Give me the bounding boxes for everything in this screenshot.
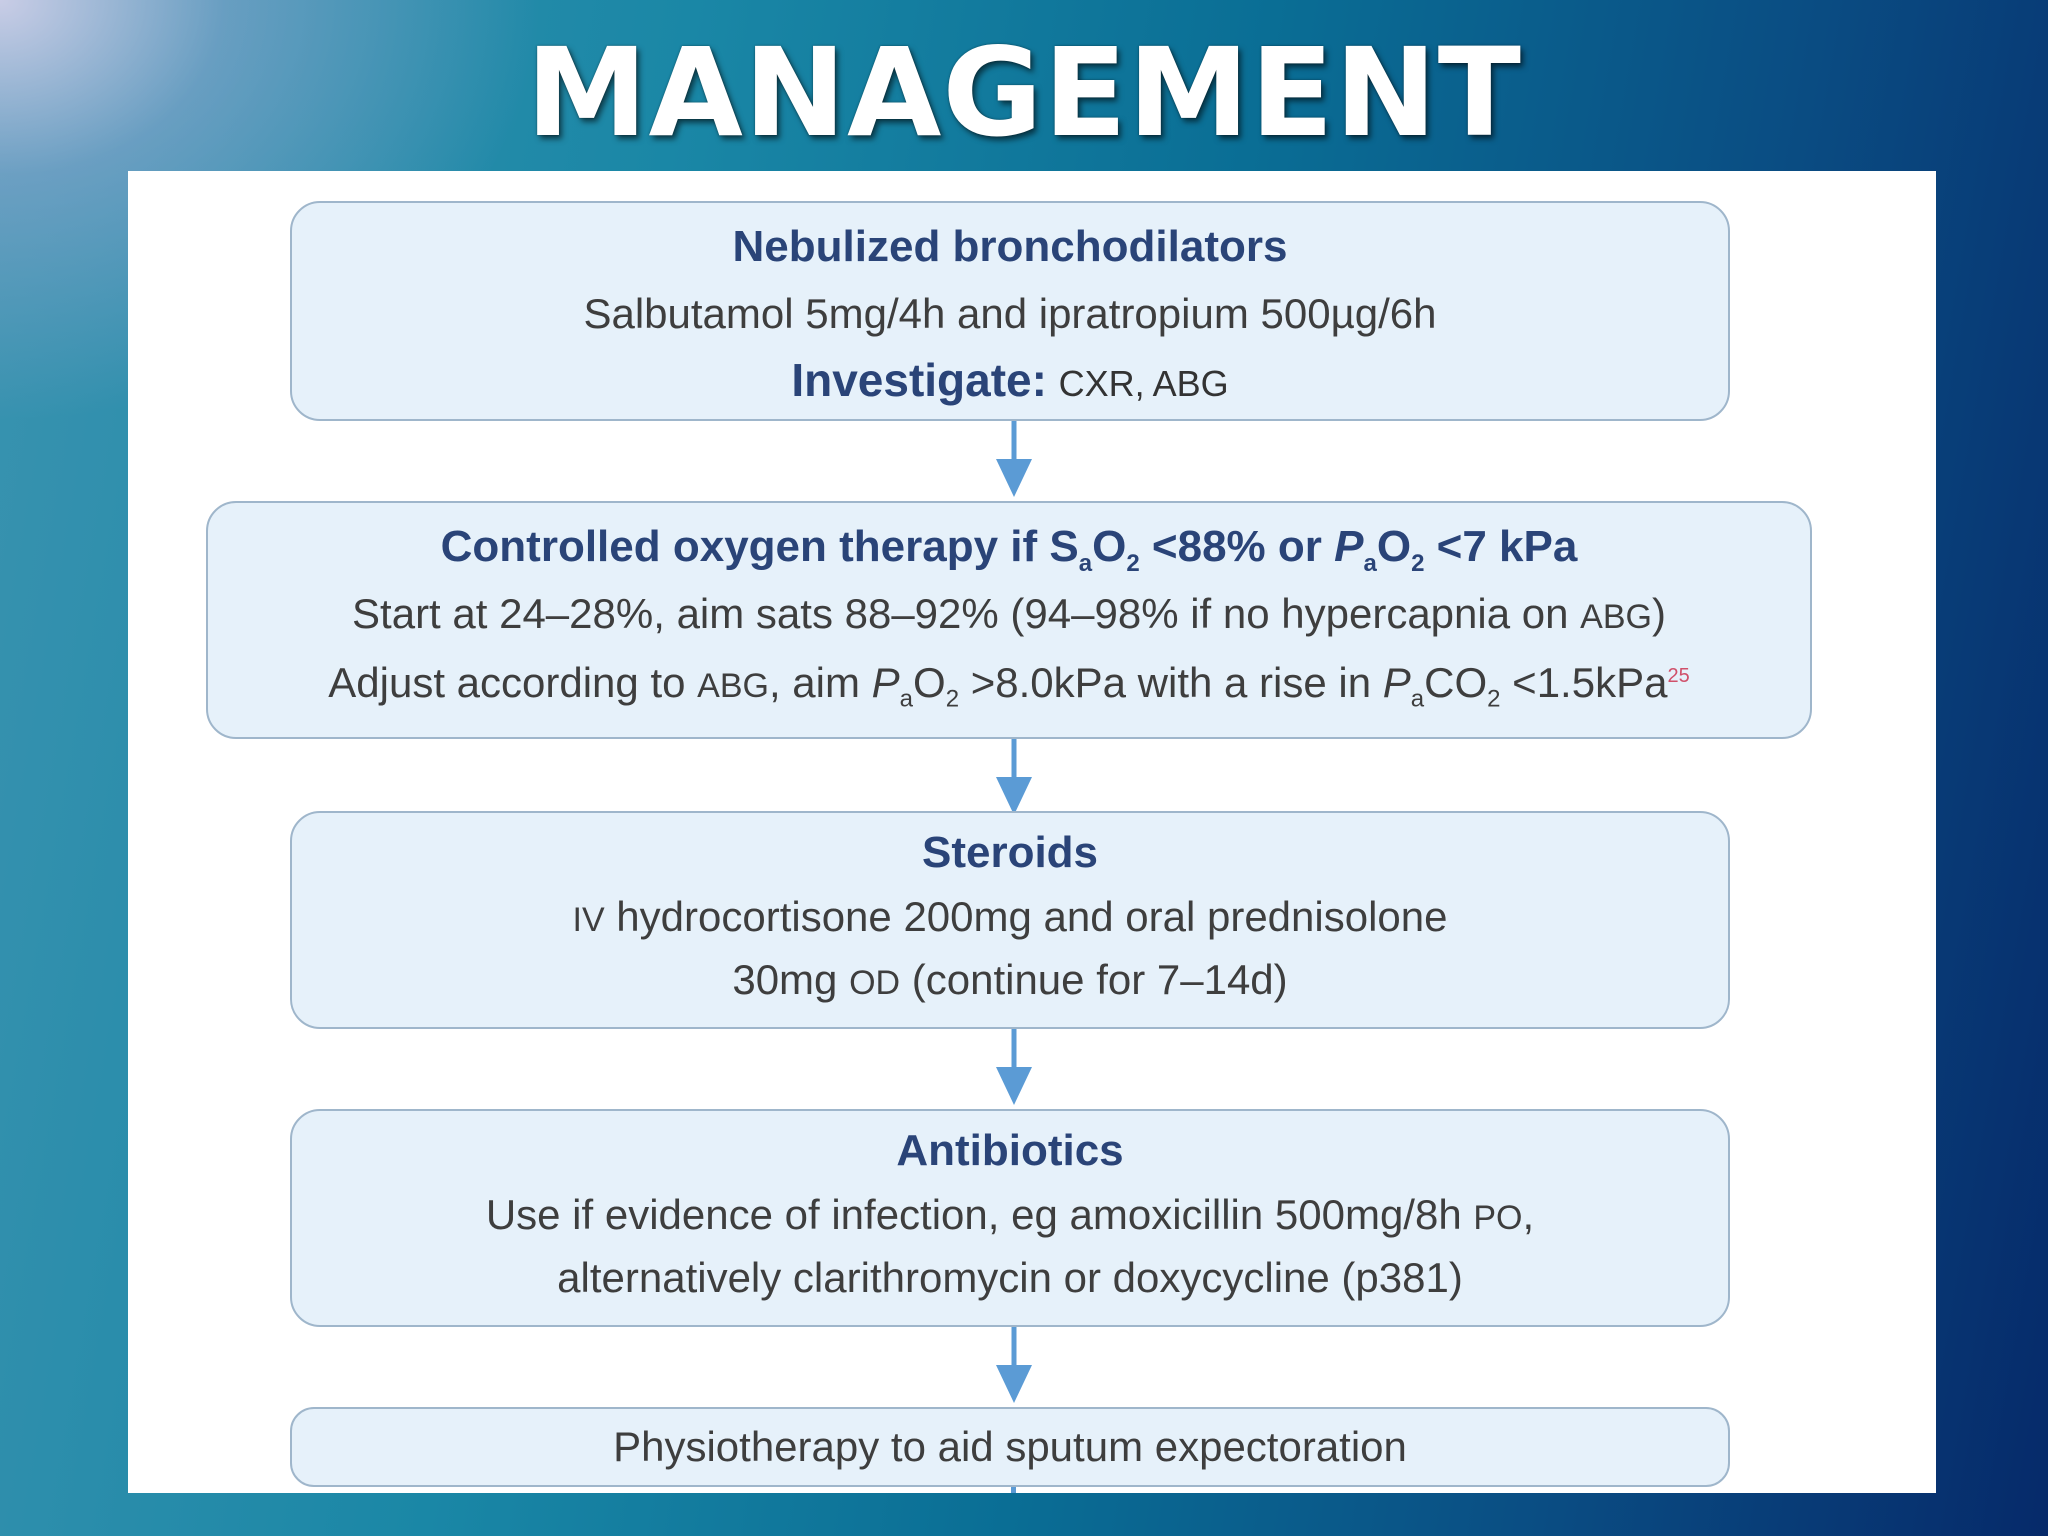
step-text [292, 887, 1728, 950]
text-part: >8.0kPa with a rise in [959, 659, 1383, 706]
text-part: Adjust according to [328, 659, 698, 706]
text-part: Use if evidence of infection, eg amoxicillin 500mg/8h [485, 1191, 1474, 1238]
flowchart-figure [128, 171, 1936, 1493]
text-part: , aim [768, 659, 872, 706]
text-part: (continue for 7–14d) [900, 956, 1288, 1003]
step-nebulized-bronchodilators [290, 201, 1730, 421]
heading-text: <7 kPa [1424, 522, 1578, 571]
arrow-down-icon [994, 1327, 1034, 1407]
step-text [208, 650, 1810, 719]
abg-abbrev: ABG [697, 667, 769, 705]
od-abbrev: OD [849, 964, 901, 1002]
step-heading [208, 513, 1810, 581]
text-part: O [913, 659, 946, 706]
italic-p: P [1382, 659, 1411, 706]
subscript: 2 [1487, 685, 1501, 713]
text-part: 30mg [732, 956, 850, 1003]
subscript: a [1410, 685, 1425, 713]
text-part: hydrocortisone 200mg and oral prednisolone [604, 893, 1448, 940]
step-text: Salbutamol 5mg/4h and ipratropium 500µg/6h [583, 290, 1437, 337]
text-part: CO [1424, 659, 1488, 706]
text-part: ) [1651, 590, 1666, 637]
step-text [292, 1185, 1728, 1248]
step-heading: Nebulized bronchodilators [732, 222, 1288, 271]
subscript: 2 [1126, 549, 1140, 577]
step-heading: Steroids [921, 828, 1099, 877]
arrow-down-icon [994, 421, 1034, 501]
text-part: Start at 24–28%, aim sats 88–92% (94–98% if no hypercapnia on [352, 590, 1581, 637]
step-text [208, 581, 1810, 650]
arrow-stub [1011, 1487, 1016, 1493]
po-abbrev: PO [1473, 1199, 1523, 1237]
step-text [292, 950, 1728, 1013]
arrow-down-icon [994, 1029, 1034, 1109]
text-part: , [1522, 1191, 1535, 1238]
slide-title: MANAGEMENT [526, 22, 1522, 164]
subscript: a [899, 685, 914, 713]
text-part: <1.5kPa [1500, 659, 1668, 706]
step-steroids [290, 811, 1730, 1029]
subscript: a [1078, 549, 1093, 577]
abg-abbrev: ABG [1580, 598, 1652, 636]
reference-superscript: 25 [1667, 665, 1690, 687]
heading-text: O [1092, 522, 1127, 571]
step-text: Physiotherapy to aid sputum expectoration [613, 1423, 1407, 1470]
step-antibiotics [290, 1109, 1730, 1327]
heading-text: Controlled oxygen therapy if S [440, 522, 1079, 571]
italic-p: P [871, 659, 900, 706]
heading-text: <88% or [1139, 522, 1335, 571]
heading-text: O [1376, 522, 1412, 571]
step-heading: Antibiotics [896, 1126, 1124, 1175]
step-physiotherapy [290, 1407, 1730, 1487]
step-text: alternatively clarithromycin or doxycycline (p381) [557, 1254, 1463, 1301]
investigate-value: CXR, ABG [1058, 363, 1229, 404]
subscript: 2 [945, 685, 960, 713]
investigate-line [292, 347, 1728, 417]
subscript: a [1363, 549, 1377, 577]
arrow-down-icon [994, 739, 1034, 819]
step-controlled-oxygen-therapy [206, 501, 1812, 739]
subscript: 2 [1411, 549, 1425, 577]
investigate-label: Investigate: [791, 354, 1047, 406]
italic-p: P [1334, 522, 1364, 571]
iv-abbrev: IV [572, 901, 605, 939]
